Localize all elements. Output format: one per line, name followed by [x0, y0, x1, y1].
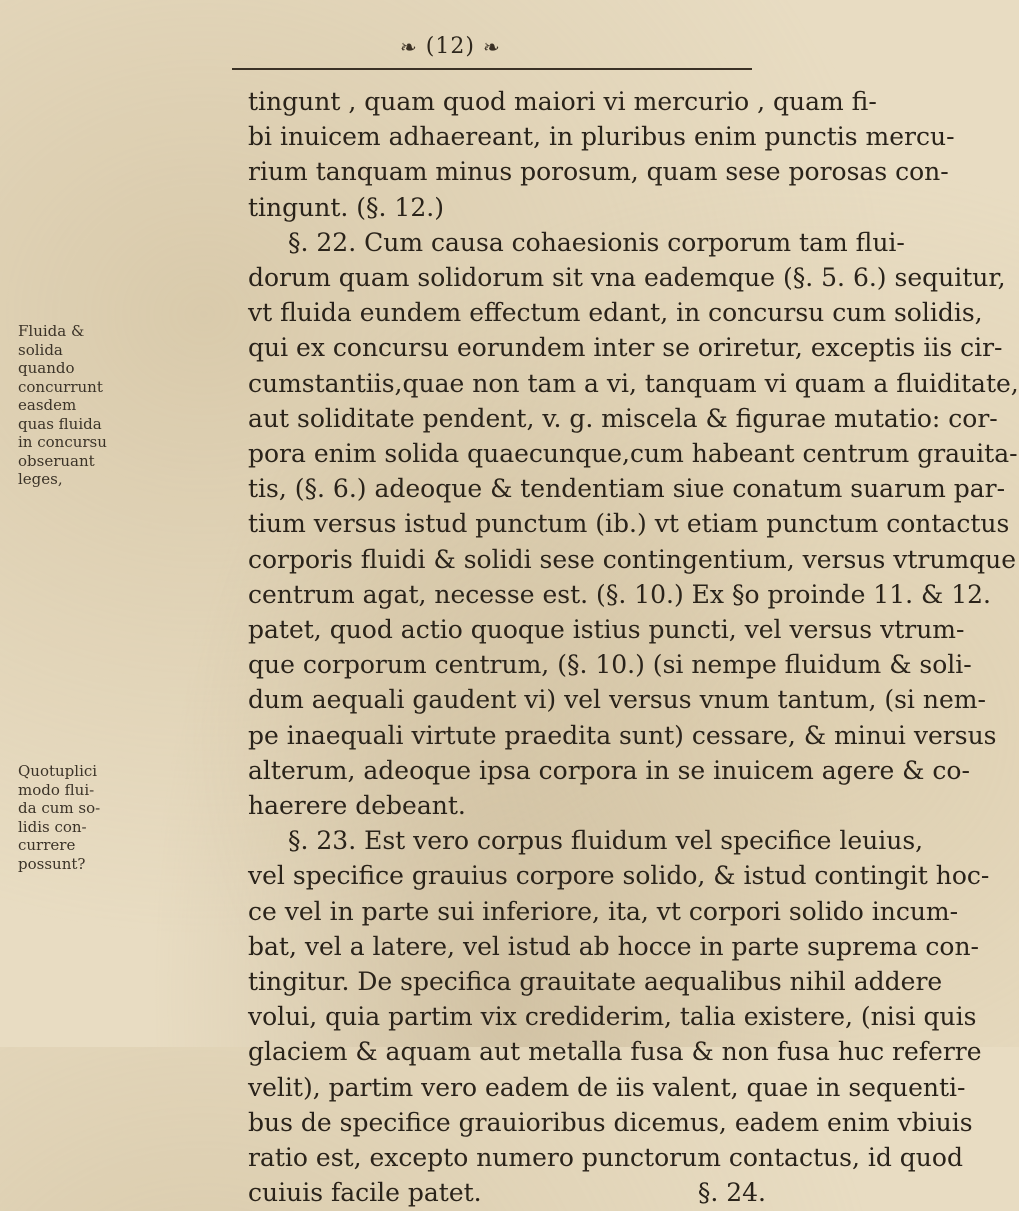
body-line: tingunt. (§. 12.): [248, 192, 444, 222]
margin-line: Quotuplici: [18, 762, 98, 780]
section-22-start: §. 22. Cum causa cohaesionis corporum tam flui-: [288, 227, 905, 257]
body-line: cuiuis facile patet.: [248, 1178, 482, 1208]
body-line: pe inaequali virtute praedita sunt) cessare, & minui versus: [248, 720, 997, 750]
body-line: ce vel in parte sui inferiore, ita, vt corpori solido incum-: [248, 896, 959, 926]
margin-line: obseruant: [18, 451, 95, 470]
margin-line: modo flui-: [18, 780, 95, 799]
body-line: rium tanquam minus porosum, quam sese porosas con-: [248, 157, 949, 187]
body-line: qui ex concursu eorundem inter se oriretur, exceptis iis cir-: [248, 333, 1003, 363]
body-line: haerere debeant.: [248, 791, 466, 821]
margin-line: da cum so-: [18, 799, 101, 817]
body-line: que corporum centrum, (§. 10.) (si nempe fluidum & soli-: [248, 650, 972, 680]
body-line: vel specifice grauius corpore solido, & istud contingit hoc-: [248, 861, 990, 891]
body-line: patet, quod actio quoque istius puncti, vel versus vtrum-: [248, 615, 965, 645]
body-line: tingitur. De specifica grauitate aequalibus nihil addere: [248, 967, 943, 997]
margin-line: leges,: [18, 470, 63, 488]
margin-line: quando: [18, 359, 75, 377]
section-23-start: §. 23. Est vero corpus fluidum vel specifice leuius,: [288, 826, 924, 856]
marginal-note-2: [18, 762, 100, 873]
body-line: dorum quam solidorum sit vna eademque (§. 5. 6.) sequitur,: [248, 263, 1006, 293]
body-line: bi inuicem adhaereant, in pluribus enim punctis mercu-: [248, 122, 955, 152]
page-number: (12): [425, 34, 475, 59]
body-line: volui, quia partim vix crediderim, talia existere, (nisi quis: [248, 1002, 977, 1032]
body-line: velit), partim vero eadem de iis valent, quae in sequenti-: [248, 1072, 966, 1102]
margin-line: solida: [18, 340, 63, 359]
body-line: bat, vel a latere, vel istud ab hocce in parte suprema con-: [248, 931, 980, 961]
margin-line: Fluida &: [18, 322, 85, 340]
catchword: §. 24.: [697, 1178, 766, 1208]
margin-line: lidis con-: [18, 817, 87, 836]
body-line: tingunt , quam quod maiori vi mercurio , quam fi-: [248, 87, 877, 116]
body-line: bus de specifice grauioribus dicemus, eadem enim vbiuis: [248, 1107, 973, 1137]
header-rule: [232, 68, 752, 70]
margin-line: concurrunt: [18, 377, 103, 396]
marginal-note-1: [18, 322, 107, 489]
body-line: vt fluida eundem effectum edant, in concursu cum solidis,: [248, 298, 983, 328]
body-line: tis, (§. 6.) adeoque & tendentiam siue conatum suarum par-: [248, 474, 1006, 504]
body-line: dum aequali gaudent vi) vel versus vnum tantum, (si nem-: [248, 685, 986, 715]
ornament-left-icon: ❧: [400, 34, 418, 59]
body-text: [248, 84, 1019, 1211]
body-line: tium versus istud punctum (ib.) vt etiam punctum contactus: [248, 509, 1010, 539]
margin-line: easdem: [18, 396, 77, 414]
last-line-with-catchword: [248, 1175, 766, 1210]
margin-line: possunt?: [18, 854, 86, 873]
body-line: glaciem & aquam aut metalla fusa & non fusa huc referre: [248, 1037, 982, 1067]
body-line: pora enim solida quaecunque,cum habeant centrum grauita-: [248, 439, 1018, 469]
body-line: alterum, adeoque ipsa corpora in se inuicem agere & co-: [248, 755, 970, 785]
body-line: aut soliditate pendent, v. g. miscela & figurae mutatio: cor-: [248, 403, 998, 433]
body-line: ratio est, excepto numero punctorum contactus, id quod: [248, 1143, 963, 1173]
page-header: [400, 34, 501, 59]
body-line: cumstantiis,quae non tam a vi, tanquam vi quam a fluiditate,: [248, 368, 1019, 398]
body-line: corporis fluidi & solidi sese contingentium, versus vtrumque: [248, 544, 1017, 574]
margin-line: currere: [18, 836, 76, 854]
margin-line: quas fluida: [18, 414, 102, 433]
margin-line: in concursu: [18, 433, 107, 451]
ornament-right-icon: ❧: [482, 34, 501, 59]
body-line: centrum agat, necesse est. (§. 10.) Ex §o proinde 11. & 12.: [248, 579, 991, 609]
